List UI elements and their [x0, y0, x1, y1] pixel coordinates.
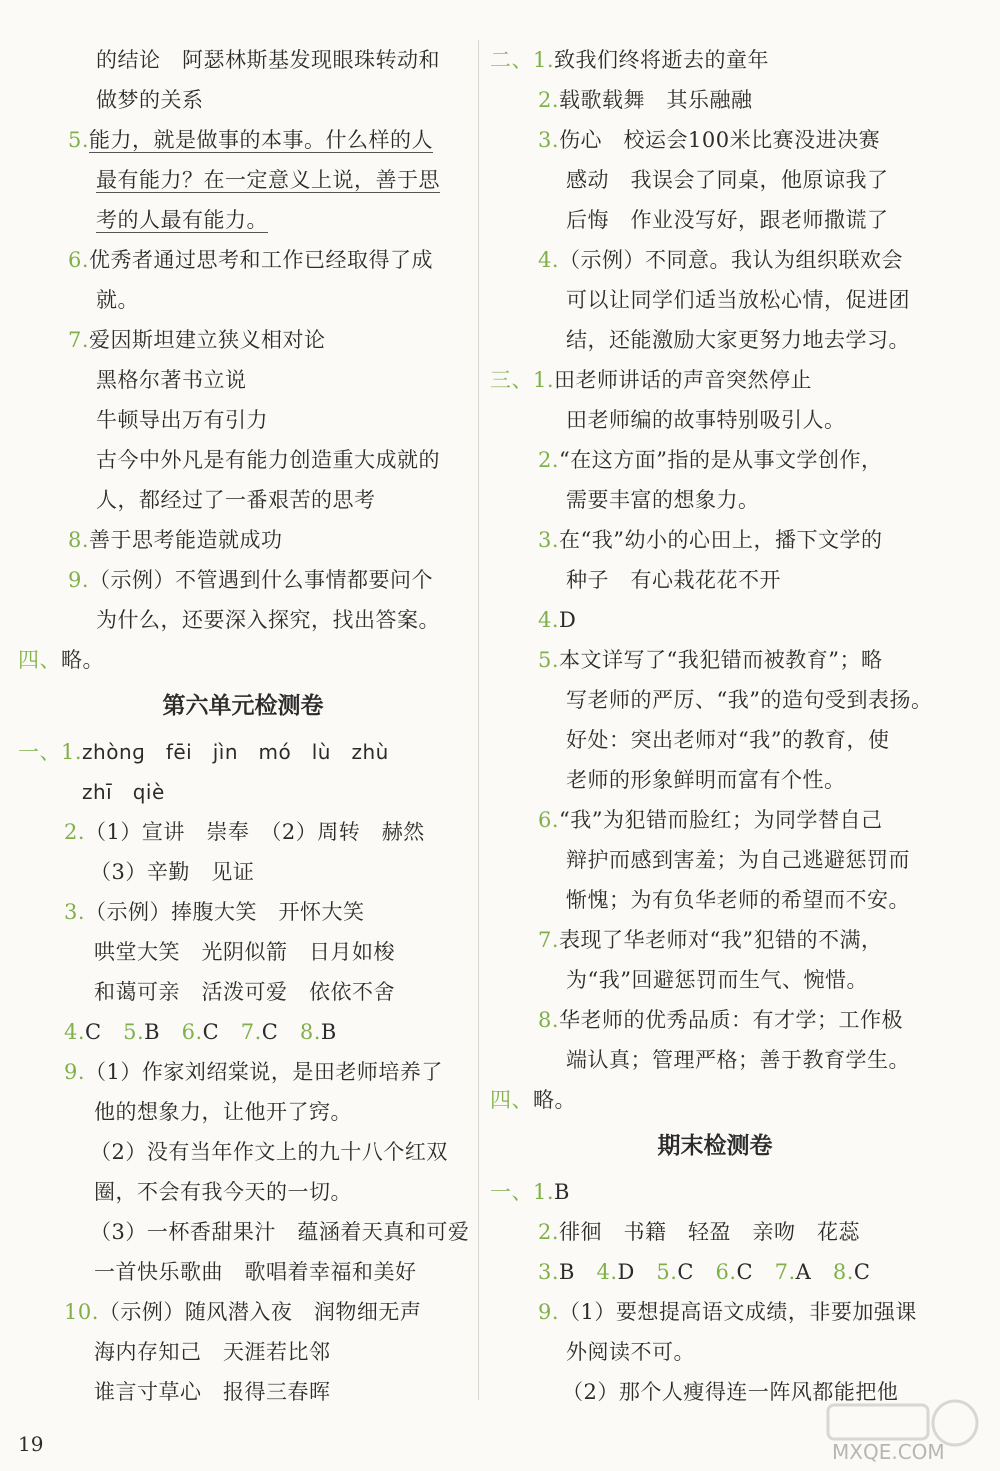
watermark-text: MXQE.COM: [832, 1440, 945, 1464]
answer-text: 辩护而感到害羞；为自己逃避惩罚而: [566, 848, 910, 872]
answer-line: [18, 772, 468, 812]
question-number: 3.: [538, 528, 560, 552]
answer-line: [490, 760, 940, 800]
answer-line: [18, 1212, 468, 1252]
answer-text: 牛顿导出万有引力: [96, 408, 268, 432]
answer-text: 古今中外凡是有能力创造重大成就的: [96, 448, 440, 472]
answer-line: [490, 1040, 940, 1080]
column-divider: [478, 40, 479, 1400]
answer-text: 谁言寸草心 报得三春晖: [94, 1380, 331, 1404]
answer-line: [490, 280, 940, 320]
answer-text: 田老师编的故事特别吸引人。: [566, 408, 846, 432]
answer-text: C: [202, 1020, 241, 1044]
answer-line: [490, 200, 940, 240]
answer-line: [490, 960, 940, 1000]
answer-text: “我”为犯错而脸红；为同学替自己: [559, 808, 883, 832]
answer-text: B: [559, 1260, 597, 1284]
answer-line: [18, 120, 468, 160]
answer-line: [490, 1080, 940, 1120]
answer-text: C: [736, 1260, 775, 1284]
answer-line: [18, 1172, 468, 1212]
answer-text: 写老师的严厉、“我”的造句受到表扬。: [566, 688, 933, 712]
answer-text: （2）没有当年作文上的九十八个红双: [90, 1140, 448, 1164]
answer-text: C: [853, 1260, 871, 1284]
question-number: 7.: [240, 1020, 262, 1044]
answer-line: [18, 1372, 468, 1412]
answer-line: [18, 812, 468, 852]
answer-line: [18, 80, 468, 120]
question-number: 2.: [64, 820, 86, 844]
answer-text: （1）作家刘绍棠说，是田老师培养了: [85, 1060, 443, 1084]
answer-text: 种子 有心栽花花不开: [566, 568, 781, 592]
question-number: 7.: [538, 928, 560, 952]
question-number: 二、1.: [490, 48, 555, 72]
answer-text: 最有能力？在一定意义上说，善于思: [96, 168, 440, 192]
answer-line: [18, 732, 468, 772]
question-number: 3.: [538, 128, 560, 152]
answer-line: [18, 640, 468, 680]
answer-line: [18, 1012, 468, 1052]
answer-text: D: [617, 1260, 657, 1284]
answer-text: B: [554, 1180, 570, 1204]
answer-text: 哄堂大笑 光阴似箭 日月如梭: [94, 940, 395, 964]
question-number: 3.: [64, 900, 86, 924]
question-number: 6.: [715, 1260, 737, 1284]
question-number: 8.: [299, 1020, 321, 1044]
answer-line: [490, 1292, 940, 1332]
answer-line: [490, 920, 940, 960]
answer-line: [18, 1052, 468, 1092]
answer-line: [490, 320, 940, 360]
answer-text: 略。: [61, 648, 104, 672]
answer-line: [18, 1252, 468, 1292]
answer-text: 端认真；管理严格；善于教育学生。: [566, 1048, 910, 1072]
answer-text: C: [677, 1260, 716, 1284]
answer-text: （示例）随风潜入夜 润物细无声: [98, 1300, 422, 1324]
question-number: 8.: [832, 1260, 854, 1284]
question-number: 9.: [68, 568, 90, 592]
question-number: 6.: [538, 808, 560, 832]
answer-line: [18, 240, 468, 280]
question-number: 5.: [123, 1020, 145, 1044]
answer-text: 田老师讲话的声音突然停止: [554, 368, 813, 392]
answer-line: [18, 400, 468, 440]
question-number: 9.: [538, 1300, 560, 1324]
question-number: 2.: [538, 1220, 560, 1244]
answer-line: [490, 720, 940, 760]
page-number: 19: [18, 1432, 44, 1456]
answer-text: 表现了华老师对“我”犯错的不满，: [559, 928, 883, 952]
answer-line: [490, 440, 940, 480]
answer-line: [18, 520, 468, 560]
answer-line: [490, 600, 940, 640]
answer-line: [18, 892, 468, 932]
question-number: 6.: [181, 1020, 203, 1044]
question-number: 10.: [64, 1300, 99, 1324]
answer-text: 载歌载舞 其乐融融: [559, 88, 753, 112]
answer-line: [490, 40, 940, 80]
answer-line: [490, 360, 940, 400]
question-number: 7.: [774, 1260, 796, 1284]
question-number: 三、1.: [490, 368, 555, 392]
left-column: [18, 40, 468, 1412]
answer-text: D: [559, 608, 577, 632]
answer-text: B: [320, 1020, 337, 1044]
answer-line: [490, 1172, 940, 1212]
answer-line: [18, 1092, 468, 1132]
answer-line: [490, 1212, 940, 1252]
section-title: 第六单元检测卷: [162, 693, 324, 719]
answer-text: C: [261, 1020, 300, 1044]
answer-line: [18, 440, 468, 480]
question-number: 4.: [538, 608, 560, 632]
answer-line: [490, 520, 940, 560]
answer-line: [18, 972, 468, 1012]
answer-text: 致我们终将逝去的童年: [554, 48, 770, 72]
answer-text: 好处：突出老师对“我”的教育，使: [566, 728, 890, 752]
answer-line: [18, 200, 468, 240]
answer-text: 就。: [96, 288, 139, 312]
answer-text: 为“我”回避惩罚而生气、惋惜。: [566, 968, 868, 992]
answer-text: （1）要想提高语文成绩，非要加强课: [559, 1300, 917, 1324]
answer-text: 一首快乐歌曲 歌唱着幸福和美好: [94, 1260, 417, 1284]
answer-text: （2）那个人瘦得连一阵风都能把他: [562, 1380, 899, 1404]
question-number: 7.: [68, 328, 90, 352]
question-number: 四、: [490, 1088, 533, 1112]
answer-text: 可以让同学们适当放松心情，促进团: [566, 288, 910, 312]
answer-line: [18, 852, 468, 892]
answer-line: [490, 680, 940, 720]
answer-text: （示例）不同意。我认为组织联欢会: [559, 248, 904, 272]
question-number: 2.: [538, 448, 560, 472]
answer-line: [490, 880, 940, 920]
answer-text: C: [85, 1020, 124, 1044]
answer-text: 惭愧；为有负华老师的希望而不安。: [566, 888, 910, 912]
answer-text: 能力，就是做事的本事。什么样的人: [89, 128, 434, 152]
answer-text: 徘徊 书籍 轻盈 亲吻 花蕊: [559, 1220, 861, 1244]
question-number: 4.: [64, 1020, 86, 1044]
answer-text: zhònɡ fēi jìn mó lù zhù: [82, 740, 389, 764]
question-number: 5.: [656, 1260, 678, 1284]
answer-text: （3）辛勤 见证: [90, 860, 255, 884]
answer-text: （示例）不管遇到什么事情都要问个: [89, 568, 434, 592]
answer-text: zhī qiè: [82, 780, 165, 804]
answer-text: （1）宣讲 崇奉 （2）周转 赫然: [85, 820, 425, 844]
answer-text: 结，还能激励大家更努力地去学习。: [566, 328, 910, 352]
answer-text: 的结论 阿瑟林斯基发现眼珠转动和: [96, 48, 440, 72]
question-number: 2.: [538, 88, 560, 112]
answer-text: 圈，不会有我今天的一切。: [94, 1180, 352, 1204]
answer-text: 爱因斯坦建立狭义相对论: [89, 328, 326, 352]
question-number: 8.: [68, 528, 90, 552]
answer-line: [490, 1332, 940, 1372]
question-number: 4.: [538, 248, 560, 272]
answer-text: 后悔 作业没写好，跟老师撒谎了: [566, 208, 889, 232]
answer-text: 伤心 校运会100米比赛没进决赛: [559, 128, 881, 152]
right-column: [490, 40, 940, 1412]
answer-line: [18, 280, 468, 320]
answer-text: 外阅读不可。: [566, 1340, 695, 1364]
section-title: 期末检测卷: [657, 1133, 773, 1159]
answer-line: [490, 1000, 940, 1040]
answer-line: [490, 480, 940, 520]
question-number: 5.: [538, 648, 560, 672]
answer-text: 人，都经过了一番艰苦的思考: [96, 488, 376, 512]
answer-text: 为什么，还要深入探究，找出答案。: [96, 608, 440, 632]
answer-line: [490, 80, 940, 120]
answer-text: 他的想象力，让他开了窍。: [94, 1100, 352, 1124]
answer-line: [490, 1252, 940, 1292]
answer-text: 本文详写了“我犯错而被教育”；略: [559, 648, 883, 672]
answer-line: [18, 40, 468, 80]
answer-text: 海内存知己 天涯若比邻: [94, 1340, 331, 1364]
question-number: 6.: [68, 248, 90, 272]
answer-text: 优秀者通过思考和工作已经取得了成: [89, 248, 434, 272]
answer-line: [18, 360, 468, 400]
answer-text: 和蔼可亲 活泼可爱 依依不舍: [94, 980, 395, 1004]
answer-text: 在“我”幼小的心田上，播下文学的: [559, 528, 883, 552]
answer-line: [18, 160, 468, 200]
question-number: 四、: [18, 648, 61, 672]
question-number: 5.: [68, 128, 90, 152]
answer-line: [490, 160, 940, 200]
question-number: 9.: [64, 1060, 86, 1084]
answer-text: 华老师的优秀品质：有才学；工作极: [559, 1008, 904, 1032]
question-number: 3.: [538, 1260, 560, 1284]
answer-text: （示例）捧腹大笑 开怀大笑: [85, 900, 365, 924]
answer-line: [18, 1332, 468, 1372]
answer-text: “在这方面”指的是从事文学创作，: [559, 448, 883, 472]
answer-line: [18, 480, 468, 520]
answer-line: [490, 120, 940, 160]
question-number: 一、1.: [18, 740, 83, 764]
answer-text: 善于思考能造就成功: [89, 528, 283, 552]
answer-text: B: [144, 1020, 182, 1044]
answer-text: 做梦的关系: [96, 88, 204, 112]
answer-line: [490, 560, 940, 600]
answer-text: 老师的形象鲜明而富有个性。: [566, 768, 846, 792]
question-number: 4.: [596, 1260, 618, 1284]
answer-line: [490, 240, 940, 280]
answer-line: [18, 320, 468, 360]
answer-text: 需要丰富的想象力。: [566, 488, 760, 512]
answer-line: [18, 600, 468, 640]
answer-line: [18, 932, 468, 972]
answer-text: A: [795, 1260, 833, 1284]
answer-line: [18, 560, 468, 600]
answer-line: [490, 800, 940, 840]
question-number: 8.: [538, 1008, 560, 1032]
answer-text: （3）一杯香甜果汁 蕴涵着天真和可爱: [90, 1220, 470, 1244]
answer-line: [490, 640, 940, 680]
answer-text: 黑格尔著书立说: [96, 368, 247, 392]
question-number: 一、1.: [490, 1180, 555, 1204]
answer-line: [490, 840, 940, 880]
answer-line: [18, 1132, 468, 1172]
answer-text: 感动 我误会了同桌，他原谅我了: [566, 168, 889, 192]
answer-text: 略。: [533, 1088, 576, 1112]
answer-line: [18, 1292, 468, 1332]
answer-line: [490, 400, 940, 440]
answer-text: 考的人最有能力。: [96, 208, 268, 232]
